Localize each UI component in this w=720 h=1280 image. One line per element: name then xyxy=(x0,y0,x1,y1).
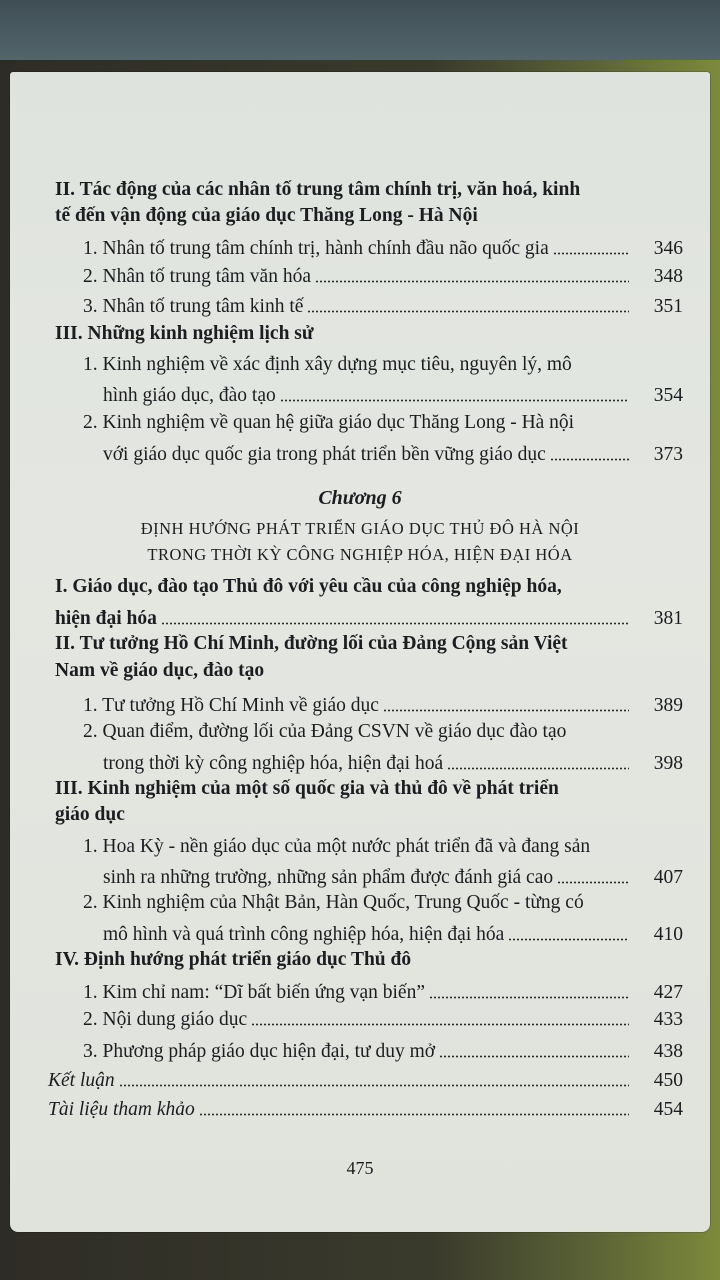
toc-entry-text: 1. Hoa Kỳ - nền giáo dục của một nước phát triển đã và đang sản xyxy=(83,836,591,857)
toc-page-number: 398 xyxy=(653,753,683,774)
toc-entry xyxy=(103,861,683,891)
dot-leader xyxy=(557,865,629,887)
toc-entry xyxy=(83,1035,683,1065)
toc-entry xyxy=(103,438,683,468)
toc-entry-text: 3. Phương pháp giáo dục hiện đại, tư duy mở xyxy=(83,1041,436,1062)
toc-entry xyxy=(83,1003,683,1033)
page-number: 475 xyxy=(346,1158,374,1178)
toc-entry xyxy=(83,689,683,719)
section-heading: II. Tác động của các nhân tố trung tâm chính trị, văn hoá, kinh xyxy=(55,179,581,200)
toc-page-number: 354 xyxy=(653,385,683,406)
section-heading: IV. Định hướng phát triển giáo dục Thủ đô xyxy=(55,949,412,970)
toc-entry-text: 2. Quan điểm, đường lối của Đảng CSVN về giáo dục đào tạo xyxy=(83,721,567,742)
toc-page-number: 427 xyxy=(653,982,683,1003)
dot-leader xyxy=(307,294,629,316)
toc-page-number: 433 xyxy=(653,1009,683,1030)
section-heading: III. Những kinh nghiệm lịch sử xyxy=(55,323,314,344)
toc-entry-text: 2. Kinh nghiệm về quan hệ giữa giáo dục Thăng Long - Hà nội xyxy=(83,412,575,433)
toc-entry-text: 1. Kim chỉ nam: “Dĩ bất biến ứng vạn biến” xyxy=(83,982,425,1003)
section-heading: giáo dục xyxy=(55,804,125,825)
dot-leader xyxy=(161,606,629,628)
toc-entry-text: hình giáo dục, đào tạo xyxy=(103,385,276,406)
toc-entry-text: hiện đại hóa xyxy=(55,608,157,629)
section-heading: I. Giáo dục, đào tạo Thủ đô với yêu cầu của công nghiệp hóa, xyxy=(55,576,562,597)
toc-entry xyxy=(103,918,683,948)
toc-page-number: 373 xyxy=(653,444,683,465)
toc-entry-text: 2. Nội dung giáo dục xyxy=(83,1009,248,1030)
section-heading: Nam về giáo dục, đào tạo xyxy=(55,660,265,681)
toc-entry xyxy=(83,976,683,1006)
dot-leader xyxy=(119,1068,629,1090)
toc-entry xyxy=(103,379,683,409)
toc-entry-text: Kết luận xyxy=(48,1070,115,1091)
dot-leader xyxy=(553,236,629,258)
toc-page-number: 381 xyxy=(653,608,683,629)
toc-entry-text: 2. Kinh nghiệm của Nhật Bản, Hàn Quốc, Trung Quốc - từng có xyxy=(83,892,584,913)
chapter-label: Chương 6 xyxy=(318,487,402,509)
book-page xyxy=(10,72,710,1232)
toc-entry-text: 1. Nhân tố trung tâm chính trị, hành chính đầu não quốc gia xyxy=(83,238,549,259)
toc-page-number: 410 xyxy=(653,924,683,945)
dot-leader xyxy=(439,1039,629,1061)
toc-entry-text: 2. Nhân tố trung tâm văn hóa xyxy=(83,266,311,287)
dot-leader xyxy=(383,693,629,715)
toc-entry xyxy=(48,1064,683,1094)
chapter-title: ĐỊNH HƯỚNG PHÁT TRIỂN GIÁO DỤC THỦ ĐÔ HÀ NỘI xyxy=(140,519,580,538)
dot-leader xyxy=(199,1097,629,1119)
chapter-title: TRONG THỜI KỲ CÔNG NGHIỆP HÓA, HIỆN ĐẠI HÓA xyxy=(147,545,573,564)
toc-entry-text: 1. Kinh nghiệm về xác định xây dựng mục tiêu, nguyên lý, mô xyxy=(83,354,572,375)
toc-entry-text: 3. Nhân tố trung tâm kinh tế xyxy=(83,296,304,317)
toc-entry-text: với giáo dục quốc gia trong phát triển bền vững giáo dục xyxy=(103,444,546,465)
toc-entry-text: mô hình và quá trình công nghiệp hóa, hiện đại hóa xyxy=(103,924,505,945)
toc-entry-text: Tài liệu tham khảo xyxy=(48,1099,195,1120)
toc-entry xyxy=(55,602,683,632)
dot-leader xyxy=(447,751,629,773)
section-heading: tế đến vận động của giáo dục Thăng Long - Hà Nội xyxy=(55,205,478,226)
dot-leader xyxy=(429,980,629,1002)
dot-leader xyxy=(251,1007,629,1029)
toc-entry xyxy=(48,1093,683,1123)
toc-page-number: 438 xyxy=(653,1041,683,1062)
toc-entry xyxy=(83,290,683,320)
toc-page-number: 454 xyxy=(653,1099,683,1120)
toc-page-number: 389 xyxy=(653,695,683,716)
dot-leader xyxy=(508,922,629,944)
dot-leader xyxy=(315,264,629,286)
dot-leader xyxy=(280,383,629,405)
toc-entry-text: trong thời kỳ công nghiệp hóa, hiện đại hoá xyxy=(103,753,444,774)
toc-entry-text: 1. Tư tưởng Hồ Chí Minh về giáo dục xyxy=(83,695,379,716)
toc-entry xyxy=(83,232,683,262)
section-heading: II. Tư tưởng Hồ Chí Minh, đường lối của Đảng Cộng sản Việt xyxy=(55,633,568,654)
toc-entry xyxy=(83,260,683,290)
dot-leader xyxy=(550,442,629,464)
toc-entry-text: sinh ra những trường, những sản phẩm được đánh giá cao xyxy=(103,867,554,888)
toc-page-number: 346 xyxy=(653,238,683,259)
section-heading: III. Kinh nghiệm của một số quốc gia và thủ đô về phát triển xyxy=(55,778,559,799)
toc-page-number: 351 xyxy=(653,296,683,317)
toc-page-number: 348 xyxy=(653,266,683,287)
toc-page-number: 407 xyxy=(653,867,683,888)
toc-page-number: 450 xyxy=(653,1070,683,1091)
toc-entry xyxy=(103,747,683,777)
